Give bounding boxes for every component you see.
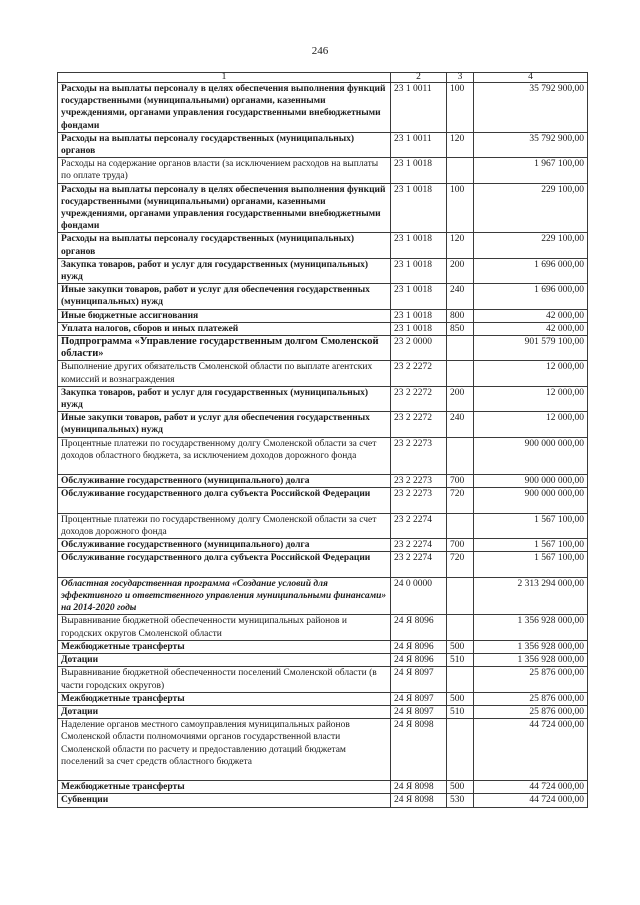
table-row	[58, 667, 588, 692]
row-type-cell: 800	[447, 309, 474, 322]
row-name-cell: Процентные платежи по государственному долгу Смоленской области за счет доходов дорожного фонда	[58, 513, 391, 538]
row-code-cell: 24 Я 8096	[391, 640, 447, 653]
row-type-cell: 530	[447, 794, 474, 807]
row-code-cell: 23 1 0018	[391, 322, 447, 335]
row-type-cell: 700	[447, 539, 474, 552]
row-name-cell: Иные закупки товаров, работ и услуг для обеспечения государственных (муниципальных) нужд	[58, 284, 391, 309]
table-row	[58, 781, 588, 794]
table-row	[58, 183, 588, 233]
row-amount-cell: 25 876 000,00	[474, 667, 588, 692]
table-row	[58, 361, 588, 386]
table-row	[58, 513, 588, 538]
row-code-cell: 23 2 2274	[391, 513, 447, 538]
row-name-cell: Субвенции	[58, 794, 391, 807]
table-row	[58, 654, 588, 667]
row-name-cell: Расходы на выплаты персоналу государственных (муниципальных) органов	[58, 132, 391, 157]
row-code-cell: 24 Я 8096	[391, 654, 447, 667]
row-code-cell: 24 Я 8097	[391, 692, 447, 705]
row-type-cell	[447, 667, 474, 692]
row-amount-cell: 25 876 000,00	[474, 692, 588, 705]
row-type-cell	[447, 437, 474, 475]
row-type-cell: 510	[447, 654, 474, 667]
row-type-cell	[447, 336, 474, 361]
table-row	[58, 284, 588, 309]
table-row	[58, 437, 588, 475]
column-header-type: 3	[447, 73, 474, 83]
row-amount-cell: 900 000 000,00	[474, 488, 588, 513]
row-amount-cell: 12 000,00	[474, 361, 588, 386]
row-amount-cell: 1 696 000,00	[474, 284, 588, 309]
table-row	[58, 309, 588, 322]
row-code-cell: 24 Я 8098	[391, 794, 447, 807]
row-amount-cell: 25 876 000,00	[474, 705, 588, 718]
row-code-cell: 24 Я 8097	[391, 705, 447, 718]
row-code-cell: 23 1 0018	[391, 233, 447, 258]
row-name-cell: Подпрограмма «Управление государственным долгом Смоленской области»	[58, 336, 391, 361]
row-amount-cell: 42 000,00	[474, 322, 588, 335]
table-row	[58, 322, 588, 335]
row-code-cell: 23 1 0018	[391, 309, 447, 322]
row-code-cell: 23 2 2272	[391, 361, 447, 386]
row-amount-cell: 1 567 100,00	[474, 552, 588, 577]
table-row	[58, 539, 588, 552]
row-code-cell: 23 2 0000	[391, 336, 447, 361]
row-amount-cell: 44 724 000,00	[474, 794, 588, 807]
row-name-cell: Наделение органов местного самоуправления муниципальных районов Смоленской области полномочиями органов государственной власти Смоленской области по расчету и предоставлению дотаций бюджетам поселений за счет средств областного бюджета	[58, 719, 391, 781]
row-amount-cell: 901 579 100,00	[474, 336, 588, 361]
row-amount-cell: 1 356 928 000,00	[474, 654, 588, 667]
row-code-cell: 24 0 0000	[391, 577, 447, 615]
row-name-cell: Областная государственная программа «Создание условий для эффективного и ответственного управления муниципальными финансами» на 2014-2020 годы	[58, 577, 391, 615]
row-amount-cell: 1 567 100,00	[474, 539, 588, 552]
row-name-cell: Выравнивание бюджетной обеспеченности поселений Смоленской области (в части городских округов)	[58, 667, 391, 692]
row-code-cell: 24 Я 8098	[391, 781, 447, 794]
table-row	[58, 692, 588, 705]
row-name-cell: Обслуживание государственного долга субъекта Российской Федерации	[58, 488, 391, 513]
row-name-cell: Обслуживание государственного (муниципального) долга	[58, 539, 391, 552]
row-amount-cell: 229 100,00	[474, 183, 588, 233]
table-row	[58, 488, 588, 513]
table-row	[58, 475, 588, 488]
row-amount-cell: 229 100,00	[474, 233, 588, 258]
row-name-cell: Иные закупки товаров, работ и услуг для обеспечения государственных (муниципальных) нужд	[58, 412, 391, 437]
row-name-cell: Уплата налогов, сборов и иных платежей	[58, 322, 391, 335]
row-amount-cell: 12 000,00	[474, 412, 588, 437]
row-amount-cell: 1 356 928 000,00	[474, 615, 588, 640]
row-code-cell: 23 2 2272	[391, 386, 447, 411]
row-amount-cell: 44 724 000,00	[474, 781, 588, 794]
row-type-cell: 100	[447, 83, 474, 133]
row-type-cell	[447, 577, 474, 615]
table-row	[58, 705, 588, 718]
row-type-cell	[447, 361, 474, 386]
row-name-cell: Выполнение других обязательств Смоленской области по выплате агентских комиссий и вознаграждения	[58, 361, 391, 386]
row-amount-cell: 12 000,00	[474, 386, 588, 411]
row-code-cell: 23 2 2273	[391, 488, 447, 513]
table-row	[58, 577, 588, 615]
row-name-cell: Межбюджетные трансферты	[58, 640, 391, 653]
row-name-cell: Межбюджетные трансферты	[58, 781, 391, 794]
table-row	[58, 552, 588, 577]
row-code-cell: 23 1 0018	[391, 183, 447, 233]
row-amount-cell: 1 356 928 000,00	[474, 640, 588, 653]
row-type-cell: 720	[447, 488, 474, 513]
row-amount-cell: 2 313 294 000,00	[474, 577, 588, 615]
column-header-name: 1	[58, 73, 391, 83]
row-type-cell: 240	[447, 412, 474, 437]
table-body	[58, 83, 588, 808]
row-code-cell: 23 1 0018	[391, 258, 447, 283]
row-type-cell: 500	[447, 640, 474, 653]
row-code-cell: 23 1 0018	[391, 284, 447, 309]
row-code-cell: 23 2 2273	[391, 475, 447, 488]
row-name-cell: Расходы на выплаты персоналу в целях обеспечения выполнения функций государственными (муниципальными) органами, казенными учреждениями, органами управления государственными внебюджетными фондами	[58, 183, 391, 233]
row-amount-cell: 900 000 000,00	[474, 475, 588, 488]
row-amount-cell: 900 000 000,00	[474, 437, 588, 475]
table-row	[58, 233, 588, 258]
row-type-cell: 510	[447, 705, 474, 718]
row-type-cell: 200	[447, 386, 474, 411]
row-type-cell: 100	[447, 183, 474, 233]
row-amount-cell: 44 724 000,00	[474, 719, 588, 781]
row-name-cell: Обслуживание государственного долга субъекта Российской Федерации	[58, 552, 391, 577]
row-type-cell	[447, 513, 474, 538]
row-code-cell: 23 2 2274	[391, 539, 447, 552]
row-type-cell: 120	[447, 233, 474, 258]
row-name-cell: Межбюджетные трансферты	[58, 692, 391, 705]
row-amount-cell: 1 967 100,00	[474, 158, 588, 183]
row-code-cell: 24 Я 8098	[391, 719, 447, 781]
row-type-cell: 500	[447, 781, 474, 794]
row-code-cell: 23 1 0011	[391, 83, 447, 133]
table-row	[58, 640, 588, 653]
row-amount-cell: 42 000,00	[474, 309, 588, 322]
row-type-cell	[447, 158, 474, 183]
row-name-cell: Закупка товаров, работ и услуг для государственных (муниципальных) нужд	[58, 386, 391, 411]
row-code-cell: 23 2 2272	[391, 412, 447, 437]
table-row	[58, 719, 588, 781]
row-type-cell: 240	[447, 284, 474, 309]
table-row	[58, 615, 588, 640]
row-name-cell: Дотации	[58, 705, 391, 718]
row-amount-cell: 35 792 900,00	[474, 83, 588, 133]
row-code-cell: 24 Я 8097	[391, 667, 447, 692]
table-row	[58, 258, 588, 283]
page-number: 246	[311, 45, 329, 57]
budget-table	[57, 72, 588, 808]
table-row	[58, 158, 588, 183]
row-code-cell: 23 1 0011	[391, 132, 447, 157]
row-type-cell: 720	[447, 552, 474, 577]
table-row	[58, 412, 588, 437]
table-row	[58, 132, 588, 157]
row-name-cell: Расходы на содержание органов власти (за исключением расходов на выплаты по оплате труда)	[58, 158, 391, 183]
row-name-cell: Закупка товаров, работ и услуг для государственных (муниципальных) нужд	[58, 258, 391, 283]
row-type-cell: 200	[447, 258, 474, 283]
row-code-cell: 23 2 2274	[391, 552, 447, 577]
row-amount-cell: 1 567 100,00	[474, 513, 588, 538]
row-type-cell: 700	[447, 475, 474, 488]
row-name-cell: Обслуживание государственного (муниципального) долга	[58, 475, 391, 488]
row-name-cell: Расходы на выплаты персоналу в целях обеспечения выполнения функций государственными (муниципальными) органами, казенными учреждениями, органами управления государственными внебюджетными фондами	[58, 83, 391, 133]
column-header-code: 2	[391, 73, 447, 83]
row-amount-cell: 35 792 900,00	[474, 132, 588, 157]
row-type-cell: 500	[447, 692, 474, 705]
row-type-cell	[447, 615, 474, 640]
row-name-cell: Процентные платежи по государственному долгу Смоленской области за счет доходов областного бюджета, за исключением доходов дорожного фонда	[58, 437, 391, 475]
row-name-cell: Выравнивание бюджетной обеспеченности муниципальных районов и городских округов Смоленской области	[58, 615, 391, 640]
column-header-amount: 4	[474, 73, 588, 83]
row-code-cell: 23 2 2273	[391, 437, 447, 475]
row-type-cell: 120	[447, 132, 474, 157]
row-code-cell: 23 1 0018	[391, 158, 447, 183]
table-row	[58, 336, 588, 361]
table-row	[58, 794, 588, 807]
table-row	[58, 386, 588, 411]
row-amount-cell: 1 696 000,00	[474, 258, 588, 283]
row-code-cell: 24 Я 8096	[391, 615, 447, 640]
row-name-cell: Иные бюджетные ассигнования	[58, 309, 391, 322]
row-type-cell	[447, 719, 474, 781]
row-name-cell: Расходы на выплаты персоналу государственных (муниципальных) органов	[58, 233, 391, 258]
table-row	[58, 83, 588, 133]
table-header-row	[58, 73, 588, 83]
row-name-cell: Дотации	[58, 654, 391, 667]
row-type-cell: 850	[447, 322, 474, 335]
